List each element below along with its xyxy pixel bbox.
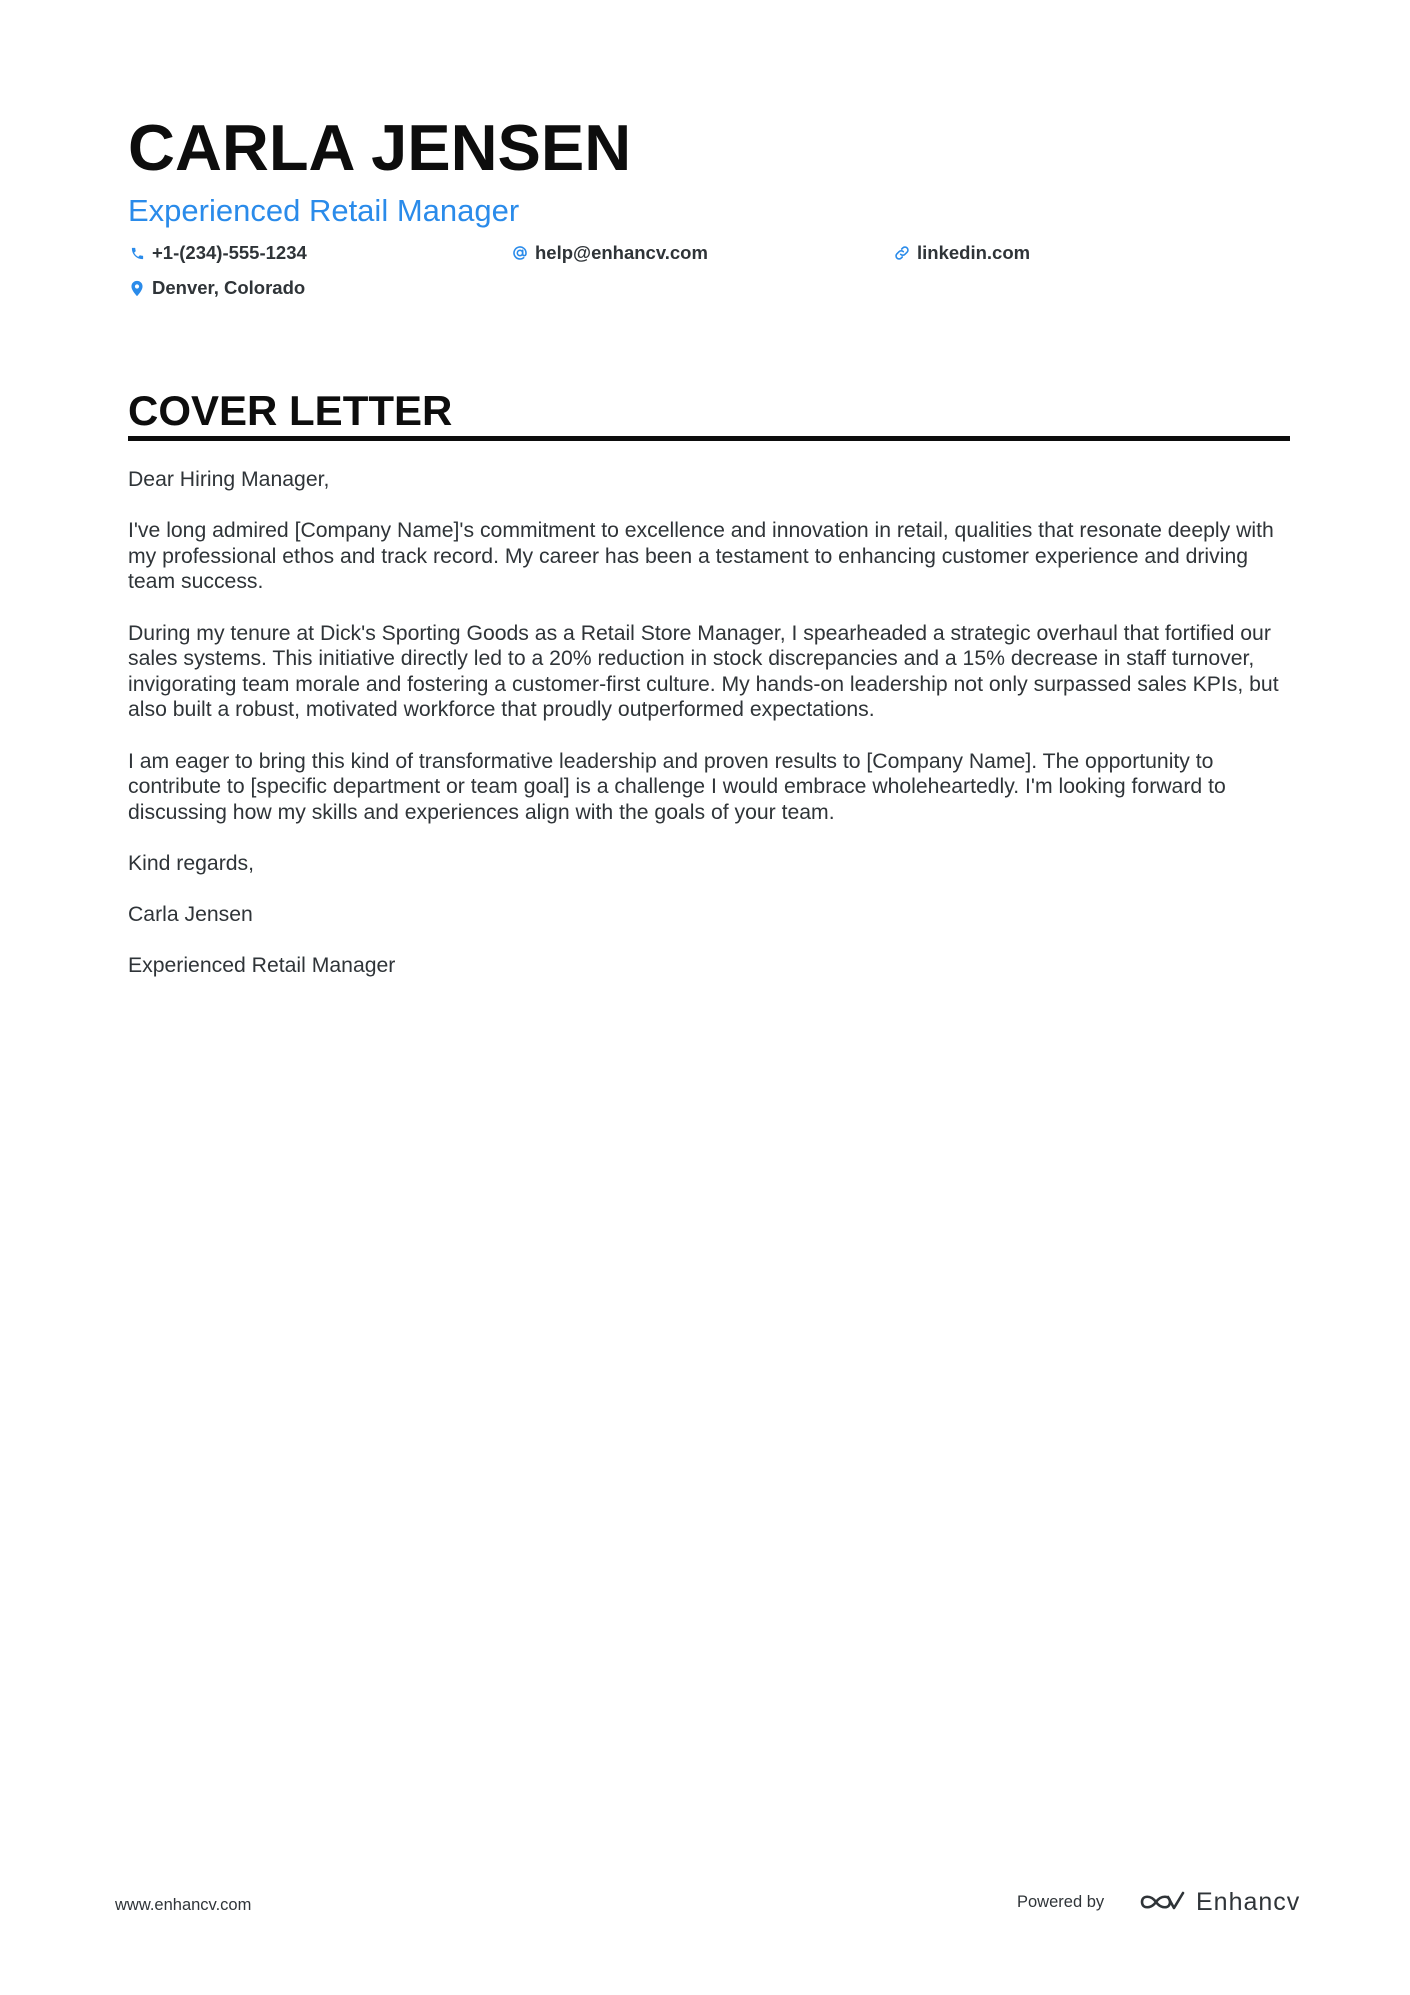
- contact-email[interactable]: [511, 241, 708, 265]
- contact-phone: [128, 241, 307, 265]
- letter-body: [128, 467, 1298, 1004]
- letter-closing: Kind regards,: [128, 851, 255, 875]
- contact-link[interactable]: [893, 241, 1030, 265]
- signature-title: Experienced Retail Manager: [128, 954, 396, 978]
- contact-location-text: Denver, Colorado: [152, 277, 306, 298]
- letter-paragraph: During my tenure at Dick's Sporting Goods as a Retail Store Manager, I spearheaded a strategic overhaul that fortified our sales systems. This initiative directly led to a 20% reduction in stock discrepancies and a 15% decrease in staff turnover, invigorating team morale and fostering a customer-first culture. My hands-on leadership not only surpassed sales KPIs, but also built a robust, motivated workforce that proudly outperformed expectations.: [128, 621, 1279, 722]
- brand-wordmark: Enhancv: [1196, 1888, 1301, 1916]
- letter-paragraph: I am eager to bring this kind of transformative leadership and proven results to [Company Name]. The opportunity to contribute to [specific department or team goal] is a challenge I would embrace wholeheartedly. I'm looking forward to discussing how my skills and experiences align with the goals of your team.: [128, 749, 1226, 824]
- footer-url[interactable]: www.enhancv.com: [115, 1896, 252, 1914]
- link-icon: [893, 244, 911, 262]
- section-title: COVER LETTER: [128, 387, 453, 434]
- contact-email-text[interactable]: help@enhancv.com: [535, 242, 708, 263]
- contact-location: [128, 276, 305, 300]
- phone-icon: [128, 244, 146, 262]
- contact-phone-text: +1-(234)-555-1234: [152, 242, 307, 263]
- candidate-role: Experienced Retail Manager: [128, 193, 520, 228]
- powered-by-label: Powered by: [1017, 1893, 1105, 1911]
- letter-salutation: Dear Hiring Manager,: [128, 468, 330, 491]
- section-divider: [128, 436, 1290, 441]
- signature-name: Carla Jensen: [128, 903, 253, 927]
- at-sign-icon: [511, 244, 529, 262]
- contact-link-text[interactable]: linkedin.com: [917, 242, 1031, 263]
- location-pin-icon: [128, 279, 146, 297]
- candidate-name: CARLA JENSEN: [128, 111, 632, 184]
- letter-paragraph: I've long admired [Company Name]'s commitment to excellence and innovation in retail, qualities that resonate deeply with my professional ethos and track record. My career has been a testament to enhancing customer experience and driving team success.: [128, 519, 1274, 594]
- enhancv-logo[interactable]: [1138, 1886, 1300, 1918]
- enhancv-mark-icon: [1138, 1889, 1186, 1915]
